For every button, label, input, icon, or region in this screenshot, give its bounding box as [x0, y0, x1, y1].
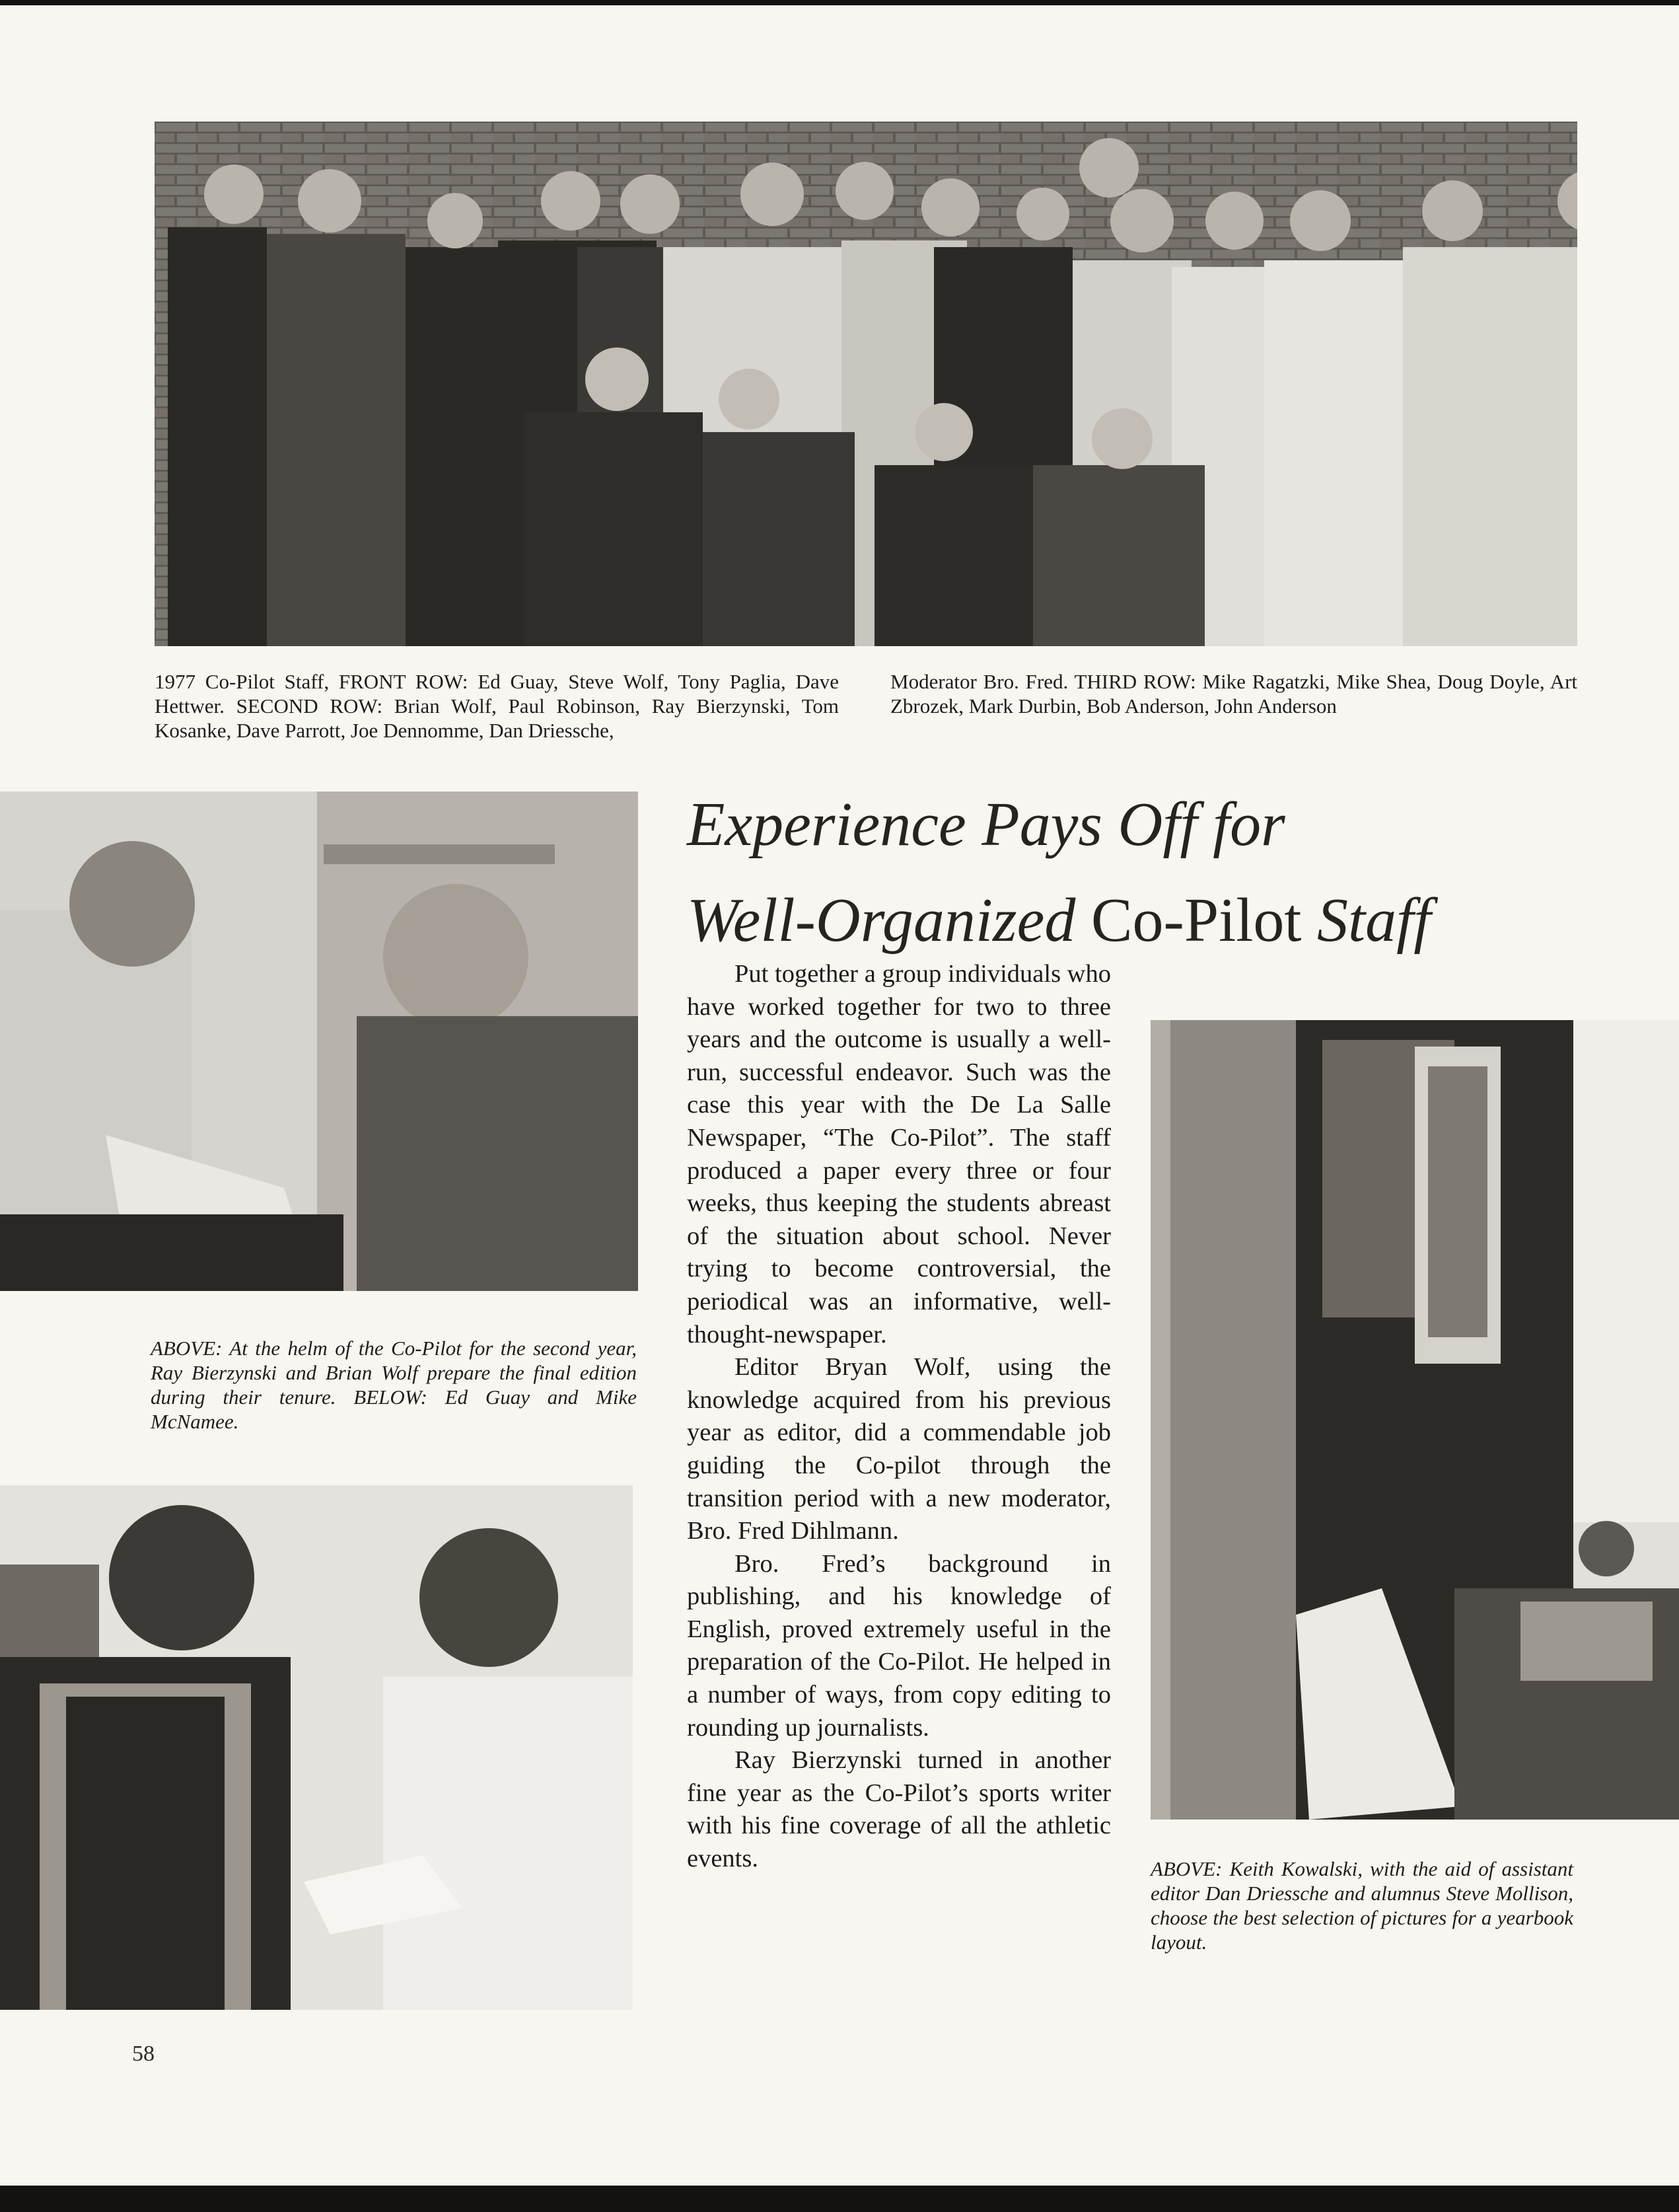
article-paragraph: Editor Bryan Wolf, using the knowledge acquired from his previous year as editor, did a commendable job guiding the Co-pilot through the transition period with a new moderator, Bro. Fred Dihlmann.	[687, 1353, 1111, 1545]
photo-icon	[1151, 1020, 1679, 1820]
helm-photo	[0, 792, 638, 1291]
article-paragraph: Put together a group individuals who have worked together for two to three years and the outcome is usually a well-run, successful endeavor. Such was the case this year with the De La Salle Newspaper, “The Co-Pilot”. The staff produced a paper every three or four weeks, thus keeping the students abreast of the situation about school. Never trying to become controversial, the periodical was an informative, well-thought-newspaper.	[687, 960, 1111, 1348]
article-paragraph: Bro. Fred’s background in publishing, and his knowledge of English, proved extremely useful in the preparation of the Co-Pilot. He helped in a number of ways, from copy editing to rounding up journalists.	[687, 1549, 1111, 1742]
page-number: 58	[132, 2042, 155, 2066]
staff-group-photo	[155, 122, 1577, 646]
yearbook-page	[0, 5, 1679, 2186]
guay-mcnamee-photo	[0, 1485, 633, 2010]
group-photo-icon	[155, 122, 1577, 646]
article-paragraph: Ray Bierzynski turned in another fine year as the Co-Pilot’s sports writer with his fine coverage of all the athletic events.	[687, 1746, 1111, 1873]
headline-line-2: Well-Organized Co-Pilot Staff	[687, 886, 1431, 955]
headline-line-1: Experience Pays Off for	[687, 790, 1285, 859]
photo-icon	[0, 792, 638, 1291]
staff-caption-right: Moderator Bro. Fred. THIRD ROW: Mike Ragatzki, Mike Shea, Doug Doyle, Art Zbrozek, Mark Durbin, Bob Anderson, John Anderson	[890, 670, 1577, 718]
helm-caption: ABOVE: At the helm of the Co-Pilot for the second year, Ray Bierzynski and Brian Wolf prepare the final edition during their tenure. BELOW: Ed Guay and Mike McNamee.	[151, 1337, 637, 1433]
staff-caption-left: 1977 Co-Pilot Staff, FRONT ROW: Ed Guay, Steve Wolf, Tony Paglia, Dave Hettwer. SECOND ROW: Brian Wolf, Paul Robinson, Ray Bierzynski, Tom Kosanke, Dave Parrott, Joe Dennomme, Dan Driessche,	[155, 670, 839, 742]
photo-icon	[0, 1485, 633, 2010]
article-body	[687, 958, 1111, 1876]
kowalski-photo	[1151, 1020, 1679, 1820]
kowalski-caption: ABOVE: Keith Kowalski, with the aid of assistant editor Dan Driessche and alumnus Steve Mollison, choose the best selection of pictures for a yearbook layout.	[1151, 1857, 1573, 1954]
